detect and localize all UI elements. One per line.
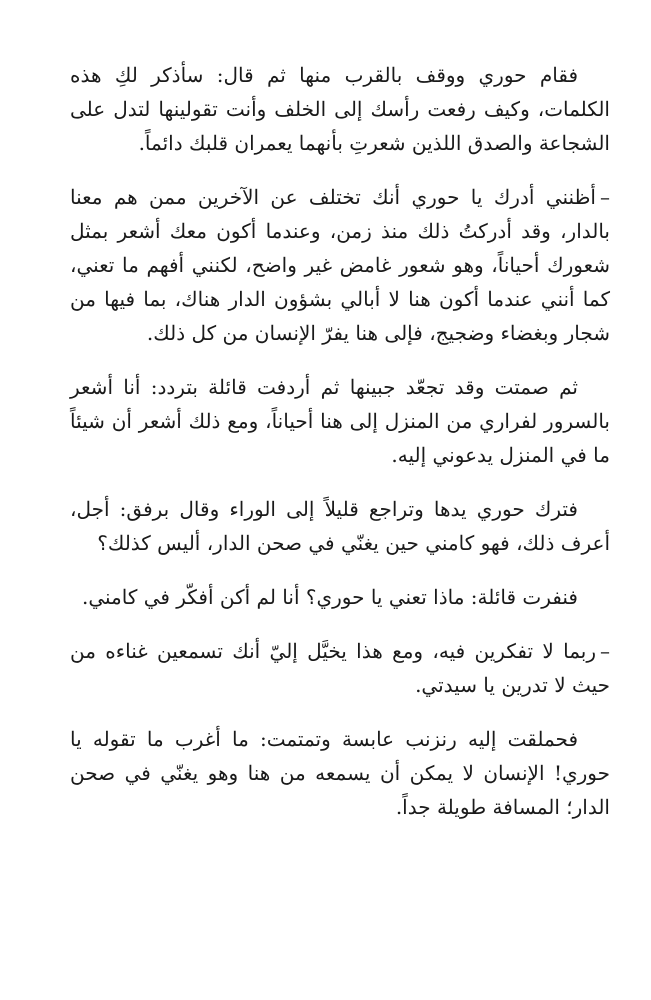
paragraph-1-text: فقام حوري ووقف بالقرب منها ثم قال: سأذكر لكِ هذه الكلمات، وكيف رفعت رأسك إلى الخلف وأنت تقولينها لتدل على الشجاعة والصدق اللذين شعرتِ بأنهما يعمران قلبك دائماً. [70, 63, 610, 155]
paragraph-3-text: ثم صمتت وقد تجعّد جبينها ثم أردفت قائلة بتردد: أنا أشعر بالسرور لفراري من المنزل إلى هنا أحياناً، ومع ذلك أشعر أن شيئاً ما في المنزل يدعوني إليه. [70, 375, 610, 467]
paragraph-4 [70, 492, 610, 560]
paragraph-3 [70, 370, 610, 472]
paragraph-4-text: فترك حوري يدها وتراجع قليلاً إلى الوراء وقال برفق: أجل، أعرف ذلك، فهو كامني حين يغنّي في صحن الدار، أليس كذلك؟ [70, 497, 610, 555]
paragraph-7-text: فحملقت إليه رنزنب عابسة وتمتمت: ما أغرب ما تقوله يا حوري! الإنسان لا يمكن أن يسمعه من هنا وهو يغنّي في صحن الدار؛ المسافة طويلة جداً. [70, 727, 610, 819]
paragraph-5 [70, 580, 610, 614]
paragraph-6 [70, 634, 610, 702]
paragraph-1 [70, 58, 610, 160]
page-text-block [70, 58, 610, 844]
dialogue-dash: – [600, 639, 610, 663]
paragraph-5-text: فنفرت قائلة: ماذا تعني يا حوري؟ أنا لم أكن أفكّر في كامني. [81, 585, 578, 609]
paragraph-2-text: أظنني أدرك يا حوري أنك تختلف عن الآخرين ممن هم معنا بالدار، وقد أدركتُ ذلك منذ زمن، وعندما أكون معك أشعر بمثل شعورك أحياناً، وهو شعور غامض غير واضح، لكنني أفهم ما تعني، كما أنني عندما أكون هنا لا أبالي بشؤون الدار هناك، بما فيها من شجار وبغضاء وضجيج، فإلى هنا يفرّ الإنسان من كل ذلك. [70, 185, 610, 345]
dialogue-dash: – [600, 185, 610, 209]
paragraph-6-text: ربما لا تفكرين فيه، ومع هذا يخيَّل إليّ أنك تسمعين غناءه من حيث لا تدرين يا سيدتي. [70, 639, 610, 697]
paragraph-7 [70, 722, 610, 824]
paragraph-2 [70, 180, 610, 350]
